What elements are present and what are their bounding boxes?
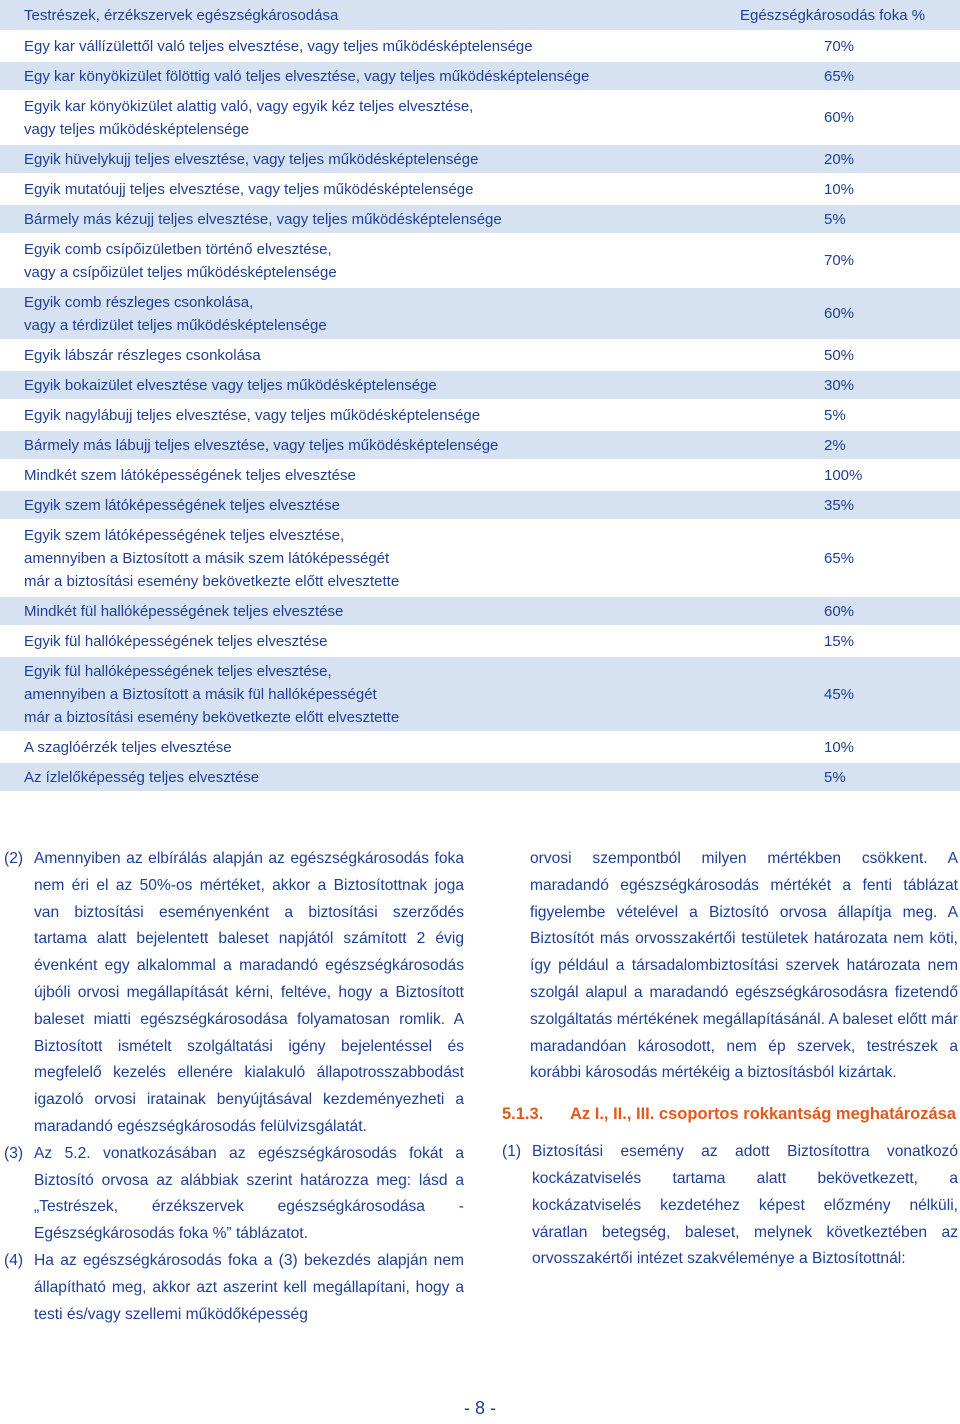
table-row [0,32,960,60]
page-number: - 8 - [463,1398,496,1418]
row-value: 35% [824,496,855,514]
row-label: Egyik nagylábujj teljes elvesztése, vagy teljes működésképtelensége [24,406,481,424]
row-label: Egyik lábszár részleges csonkolása [24,346,261,364]
table-row [0,401,960,429]
row-label: Egyik szem látóképességének teljes elvesztése, amennyiben a Biztosított a másik szem látóképességét már a biztosítási esemény bekövetkezte előtt elvesztette [24,526,400,590]
row-label: Egy kar könyökizület fölöttig való teljes elvesztése, vagy teljes működésképtelensége [24,67,590,85]
paragraph-number: (4) [4,1251,24,1269]
row-value: 20% [824,150,855,168]
paragraph-1 [502,1139,958,1273]
paragraph-2 [4,846,464,1141]
row-label: Bármely más kézujj teljes elvesztése, vagy teljes működésképtelensége [24,210,502,228]
table-row [0,763,960,791]
table-row [0,288,960,339]
paragraph-text: Ha az egészségkárosodás foka a (3) bekezdés alapján nem állapítható meg, akkor azt aszerint kell megállapítani, hogy a testi és/vagy szellemi működőképesség [34,1251,464,1323]
paragraph-number: (2) [4,850,24,867]
row-value: 70% [824,37,855,55]
row-label: Egyik kar könyökizület alattig való, vagy egyik kéz teljes elvesztése, vagy teljes működésképtelensége [24,97,474,138]
row-value: 5% [824,768,846,786]
table-row [0,341,960,369]
paragraph-text: Amennyiben az elbírálás alapján az egészségkárosodás foka nem éri el az 50%-os mértéket, akkor a Biztosítottnak joga van biztosítási eseményenként a biztosítási szerződés tartama alatt bejelentett baleset napjától számított 2 évig évenként egy alkalommal a maradandó egészségkárosodás újbóli orvosi megállapítását kérni, feltéve, hogy a Biztosított baleset miatti egészségkárosodása folyamatosan romlik. A Biztosított ismételt szolgáltatási igény bejelentéssel és megfelelő kezelés ellenére kialakuló állapotrosszabbodást igazoló orvosi iratainak benyújtásával kezdeményezheti a maradandó egészségkárosodás felülvizsgálatát. [34,850,464,1135]
section-heading [502,1101,958,1127]
table-row [0,521,960,595]
table-row [0,657,960,731]
row-value: 15% [824,632,855,650]
row-value: 50% [824,346,855,364]
row-value: 30% [824,376,855,394]
row-label: Egyik fül hallóképességének teljes elvesztése, amennyiben a Biztosított a másik fül hallóképességét már a biztosítási esemény bekövetkezte előtt elvesztette [24,662,400,726]
table-row [0,733,960,761]
row-value: 65% [824,549,855,567]
row-value: 60% [824,305,855,322]
table-header-row [0,0,960,30]
row-value: 10% [824,738,855,756]
row-value: 5% [824,406,846,424]
left-column [4,846,464,1328]
section-number: 5.1.3. [502,1105,544,1124]
row-label: Egyik hüvelykujj teljes elvesztése, vagy teljes működésképtelensége [24,150,479,168]
row-label: Egyik fül hallóképességének teljes elvesztése [24,632,328,650]
paragraph-text: Biztosítási esemény az adott Biztosítottra vonatkozó kockázatviselés tartama alatt bekövetkezett, a kockázatviselés kezdetéhez képest előzmény nélküli, váratlan betegség, baleset, melynek következtében az orvosszakértői intézet szakvéleménye a Biztosítottnál: [532,1143,958,1268]
table-row [0,175,960,203]
row-value: 60% [824,109,855,126]
row-value: 2% [824,436,846,454]
table-row [0,627,960,655]
paragraph-number: (3) [4,1144,24,1162]
paragraph-text: Az 5.2. vonatkozásában az egészségkárosodás fokát a Biztosító orvosa az alábbiak szerint határozza meg: lásd a „Testrészek, érzékszervek egészségkárosodása - Egészségkárosodás foka %” táblázatot. [34,1144,464,1243]
row-label: Mindkét szem látóképességének teljes elvesztése [24,466,356,484]
table-header-label: Testrészek, érzékszervek egészségkárosodása [24,6,339,24]
row-label: Egy kar vállízülettől való teljes elvesztése, vagy teljes működésképtelensége [24,37,533,55]
row-value: 45% [824,685,855,703]
row-label: Egyik comb csípőizületben történő elvesztése, vagy a csípőizület teljes működésképtelensége [24,240,337,281]
row-value: 65% [824,67,855,85]
row-label: A szaglóérzék teljes elvesztése [24,738,232,756]
paragraph-continuation: orvosi szempontból milyen mértékben csökkent. A maradandó egészségkárosodás mértékét a fenti táblázat figyelembe vételével a Biztosító orvosa állapítja meg. A Biztosítót más orvosszakértői testületek határozata nem köti, így például a társadalombiztosítási szervek határozata nem szolgál alapul a maradandó egészségkárosodásra fizetendő szolgáltatás mértékének megállapításánál. A baleset előtt már maradandóan károsodott, nem ép szervek, testrészek a korábbi károsodás mértékéig a biztosításból kizártak. [530,850,958,1082]
row-label: Egyik szem látóképességének teljes elvesztése [24,496,340,514]
row-value: 70% [824,252,855,269]
table-row [0,597,960,625]
table-row [0,431,960,459]
row-value: 5% [824,210,846,228]
table-row [0,205,960,233]
paragraph-number: (1) [502,1143,522,1161]
row-value: 10% [824,180,855,198]
section-title: Az I., II., III. csoportos rokkantság meghatározása [570,1105,957,1124]
table-row [0,145,960,173]
table-row [0,491,960,519]
table-row [0,235,960,286]
row-value: 100% [824,466,863,484]
row-label: Mindkét fül hallóképességének teljes elvesztése [24,602,344,620]
paragraph-4 [4,1248,464,1328]
row-label: Az ízlelőképesség teljes elvesztése [24,768,260,786]
table-row [0,92,960,143]
table-row [0,461,960,489]
row-value: 60% [824,602,855,620]
row-label: Egyik bokaizület elvesztése vagy teljes működésképtelensége [24,376,437,394]
right-column [502,846,958,1273]
table-header-value: Egészségkárosodás foka % [740,6,926,24]
table-row [0,371,960,399]
row-label: Egyik mutatóujj teljes elvesztése, vagy teljes működésképtelensége [24,180,474,198]
row-label: Egyik comb részleges csonkolása, vagy a térdizület teljes működésképtelensége [24,293,327,334]
row-label: Bármely más lábujj teljes elvesztése, vagy teljes működésképtelensége [24,436,499,454]
table-row [0,62,960,90]
paragraph-3 [4,1141,464,1248]
